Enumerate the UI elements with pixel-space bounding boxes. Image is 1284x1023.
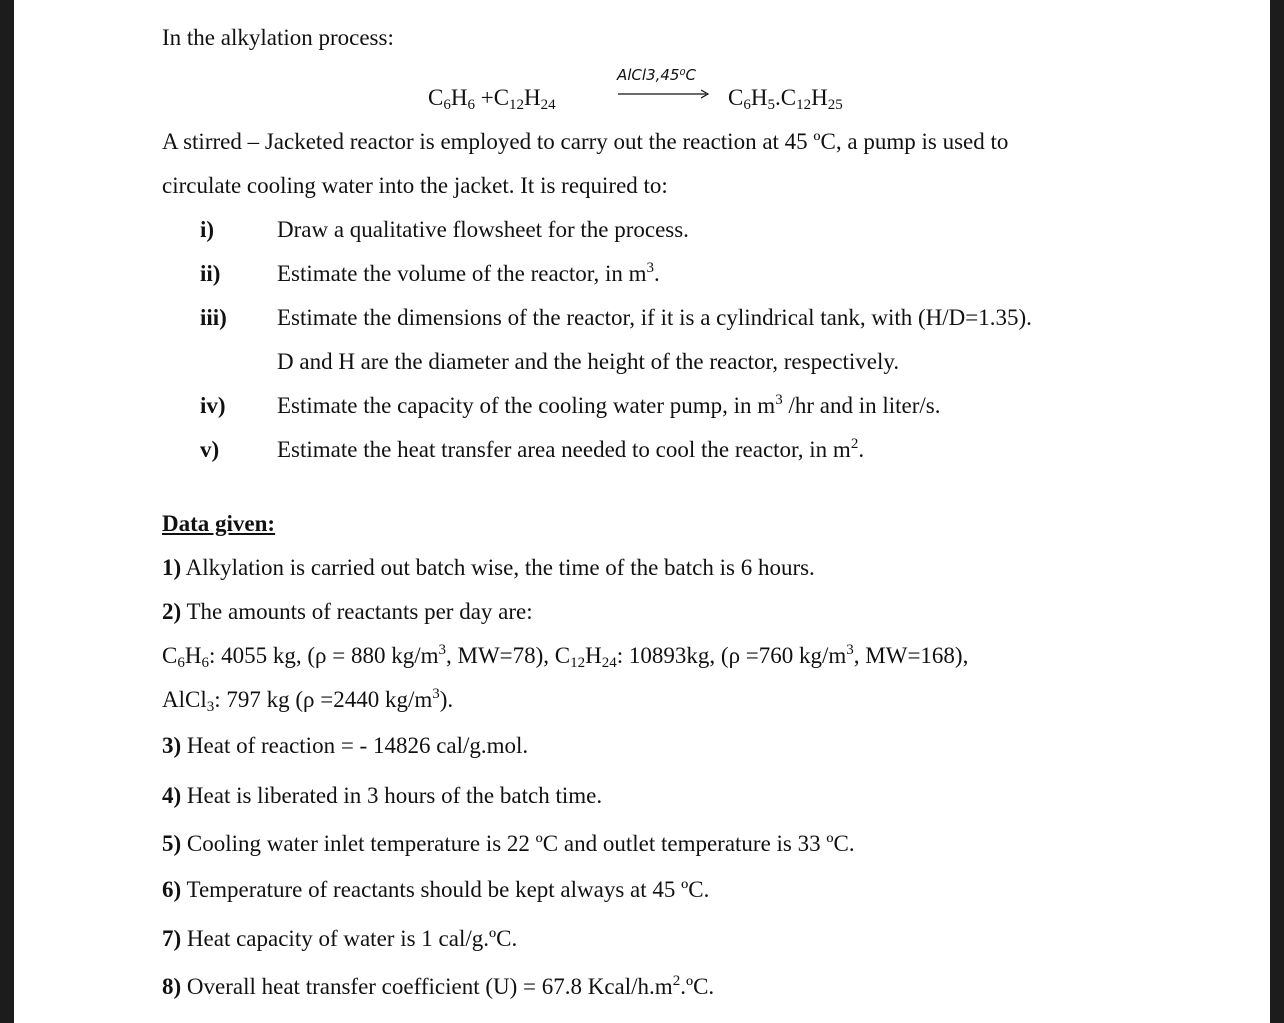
- requirement-text: Draw a qualitative flowsheet for the process.: [277, 217, 689, 242]
- requirement-text: Estimate the heat transfer area needed to cool the reactor, in $m^2$.: [277, 436, 865, 462]
- data-item: 3) Heat of reaction = - 14826 cal/g.mol.: [162, 733, 529, 758]
- reaction-reactants: $C_6H_6 +C_{12}H_{24}$: [428, 85, 556, 113]
- data-item: 7) Heat capacity of water is 1 cal/g.ºC.: [162, 926, 518, 951]
- requirement-text: Estimate the dimensions of the reactor, if it is a cylindrical tank, with (H/D=1.35).: [277, 305, 1032, 330]
- data-item-catalyst-line: AlCl$_3$: 797 kg (ρ =2440 $kg/m^3$).: [162, 686, 454, 715]
- data-item: 6) Temperature of reactants should be kept always at 45 ºC.: [162, 877, 710, 902]
- requirement-text: Estimate the capacity of the cooling water pump, in $m^3$ /hr and in liter/s.: [277, 392, 941, 418]
- requirement-label: ii): [200, 261, 221, 286]
- requirement-text: Estimate the volume of the reactor, in $m^3$.: [277, 260, 660, 286]
- requirement-label: v): [200, 437, 220, 462]
- intro-text: In the alkylation process:: [162, 25, 394, 50]
- data-item: 2) The amounts of reactants per day are:: [162, 599, 533, 624]
- reaction-product: $C_6H_5.C_{12}H_{25}$: [728, 85, 843, 113]
- requirement-label: iv): [200, 393, 226, 418]
- data-item-reactants-line: $C_6H_6$: 4055 kg, (ρ = 880 $kg/m^3$, MW=78), $C_{12}H_{24}$: 10893kg, (ρ =760 $kg/m^3$, MW=168),: [162, 642, 969, 671]
- reaction-catalyst-label: AlCl3,45⁰C: [617, 66, 696, 84]
- data-given-heading: Data given:: [162, 511, 276, 536]
- reaction-arrow-icon: [618, 86, 711, 102]
- data-item: 5) Cooling water inlet temperature is 22 ºC and outlet temperature is 33 ºC.: [162, 831, 855, 856]
- requirement-text-continued: D and H are the diameter and the height of the reactor, respectively.: [277, 349, 900, 374]
- data-item: 8) Overall heat transfer coefficient (U) = 67.8 Kcal/$h.m^2.ºC$.: [162, 973, 715, 999]
- paragraph-line-2: circulate cooling water into the jacket. It is required to:: [162, 173, 668, 198]
- data-item: 1) Alkylation is carried out batch wise, the time of the batch is 6 hours.: [162, 555, 815, 580]
- requirement-label: iii): [200, 305, 227, 330]
- data-item: 4) Heat is liberated in 3 hours of the batch time.: [162, 783, 603, 808]
- requirement-label: i): [200, 217, 215, 242]
- document-page: [14, 0, 1270, 1023]
- paragraph-line-1: A stirred – Jacketed reactor is employed to carry out the reaction at 45 ºC, a pump is used to: [162, 129, 1009, 154]
